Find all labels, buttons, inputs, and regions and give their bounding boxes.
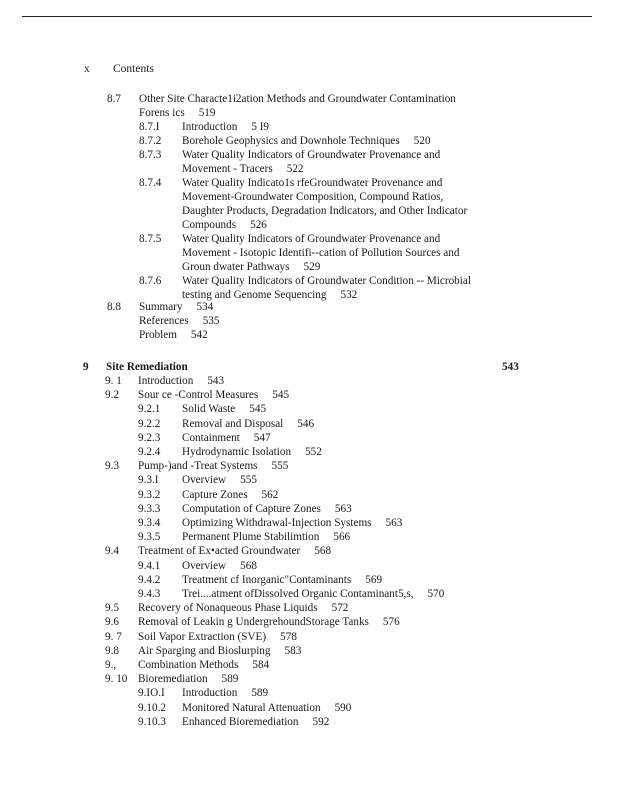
subsection-number: 9.2.2 xyxy=(138,417,161,430)
subsection-title-wrap xyxy=(182,246,459,260)
page-ref: 522 xyxy=(286,163,304,175)
subsection-title: Overview xyxy=(182,559,227,572)
subsection-title-wrap xyxy=(182,402,266,416)
subsection-title: Water Quality Indicato1s rfeGroundwater Provenance and xyxy=(182,177,443,189)
subsection-number: 9.IO.I xyxy=(138,687,165,700)
subsection-title: Treatment cf Inorganic"Contaminants xyxy=(182,573,352,586)
subsection-title: Optimizing Withdrawal-Injection Systems xyxy=(182,517,372,529)
page-ref: 545 xyxy=(272,389,290,402)
page-ref: 583 xyxy=(284,644,302,657)
section-number: 9.6 xyxy=(105,616,119,629)
section-title: References xyxy=(139,315,189,327)
subsection-title: Groun dwater Pathways xyxy=(182,261,290,273)
page-ref: 569 xyxy=(365,573,383,586)
page-ref: 572 xyxy=(331,602,349,615)
subsection-number: 9.2.3 xyxy=(138,431,161,444)
subsection-title: Containment xyxy=(182,431,240,444)
chapter-page: 543 xyxy=(502,361,519,373)
chapter-title: Site Remediation xyxy=(106,361,188,373)
section-title: Other Site Characte1i2ation Methods and Groundwater Contamination xyxy=(139,93,456,105)
subsection-title-wrap xyxy=(182,120,269,134)
subsection-title-wrap xyxy=(182,686,268,700)
section-title-wrap xyxy=(138,374,224,388)
subsection-number: 9.3.2 xyxy=(138,488,161,501)
subsection-title-wrap xyxy=(182,445,322,459)
page-ref: 576 xyxy=(382,616,400,629)
page-ref: 578 xyxy=(280,630,297,643)
subsection-number: 9.2.1 xyxy=(138,403,161,416)
section-title-wrap xyxy=(138,544,331,558)
page-ref: 584 xyxy=(252,659,270,671)
subsection-number: 9.4.3 xyxy=(138,588,161,600)
subsection-title-wrap xyxy=(182,587,444,601)
subsection-title: testing and Genome Sequencing xyxy=(182,289,327,301)
subsection-title: Solid Waste xyxy=(182,403,236,416)
subsection-title-wrap xyxy=(182,715,329,729)
page-ref: 532 xyxy=(340,289,358,301)
section-number: 9.4 xyxy=(105,545,119,558)
subsection-title-wrap xyxy=(182,260,320,274)
section-title: Air Sparging and Bioslurping xyxy=(138,644,271,657)
page-ref: 563 xyxy=(385,517,403,529)
section-title-cont: Forens ics xyxy=(139,107,185,119)
subsection-number: 9.10.2 xyxy=(138,701,166,714)
subsection-title: Computation of Capture Zones xyxy=(182,502,321,515)
section-title: Removal of Leakin g UndergrehoundStorage Tanks xyxy=(138,616,369,629)
page-ref: 566 xyxy=(333,531,351,544)
page-ref: 542 xyxy=(190,329,208,341)
page-ref: 534 xyxy=(196,301,214,313)
subsection-title: Trei....atment ofDissolved Organic Contaminant5,s, xyxy=(182,588,414,600)
page-number: x xyxy=(84,63,90,75)
section-number: 9.8 xyxy=(105,644,119,657)
subsection-title: Water Quality Indicators of Groundwater Provenance and xyxy=(182,149,441,161)
section-title-wrap xyxy=(138,601,348,615)
subsection-title: Movement-Groundwater Composition, Compound Ratios, xyxy=(182,191,444,203)
page-ref: 552 xyxy=(305,446,322,458)
subsection-number: 9.3.5 xyxy=(138,531,161,544)
page-ref: 592 xyxy=(312,715,330,728)
section-title: Pump-)and -Treat Systems xyxy=(138,460,258,473)
section-title: Summary xyxy=(139,301,183,313)
subsection-title-wrap xyxy=(182,204,467,218)
subsection-number: 9.3.4 xyxy=(138,517,161,529)
section-title-wrap xyxy=(138,658,269,672)
subsection-title-wrap xyxy=(182,134,431,148)
page-ref: 570 xyxy=(427,588,445,600)
section-number: 9. 1 xyxy=(105,375,122,387)
subsection-number: 9.4.2 xyxy=(138,573,161,586)
subsection-title: Movement - Isotopic Identifi--cation of Pollution Sources and xyxy=(182,247,460,259)
section-title: Introduction xyxy=(138,375,194,387)
subsection-title-wrap xyxy=(182,701,351,715)
subsection-title-wrap xyxy=(182,431,271,445)
subsection-title-wrap xyxy=(182,530,350,544)
section-title: Combination Methods xyxy=(138,659,239,671)
page-ref: 545 xyxy=(249,403,267,416)
subsection-title-wrap xyxy=(182,417,314,431)
section-number: 9. 10 xyxy=(105,673,128,686)
page-ref: 546 xyxy=(297,417,315,430)
header-rule xyxy=(22,16,592,17)
section-number: 8.8 xyxy=(107,301,121,313)
section-number: 9.2 xyxy=(105,389,119,402)
page-ref: 568 xyxy=(314,545,332,558)
subsection-title: Permanent Plume Stabilimtion xyxy=(182,531,320,544)
page-ref: 589 xyxy=(251,687,269,700)
section-number: 9., xyxy=(105,659,117,671)
page-ref: 562 xyxy=(261,488,279,501)
subsection-title-wrap xyxy=(182,516,402,530)
subsection-number: 9.3.I xyxy=(138,474,159,487)
subsection-title-wrap xyxy=(182,190,443,204)
section-title: Sour ce -Control Measures xyxy=(138,389,259,402)
page-ref: 555 xyxy=(271,460,289,473)
subsection-title: Water Quality Indicators of Groundwater Provenance and xyxy=(182,233,441,245)
subsection-number: 8.7.I xyxy=(139,121,160,133)
subsection-title: Enhanced Bioremediation xyxy=(182,715,299,728)
section-number: 9. 7 xyxy=(105,630,122,643)
page-ref: 519 xyxy=(198,107,216,119)
subsection-title: Hydrodynamic Isolation xyxy=(182,446,292,458)
page-ref: 589 xyxy=(221,673,239,686)
section-title-wrap xyxy=(138,630,297,644)
subsection-title-wrap xyxy=(182,573,382,587)
subsection-title: Removal and Disposal xyxy=(182,417,284,430)
subsection-title-wrap xyxy=(182,162,304,176)
section-title: Problem xyxy=(139,329,177,341)
subsection-title-wrap xyxy=(182,488,278,502)
page-ref: 526 xyxy=(250,219,267,231)
section-title-wrap xyxy=(138,388,289,402)
section-title: Recovery of Nonaqueous Phase Liquids xyxy=(138,602,318,615)
page-ref: 543 xyxy=(207,375,225,387)
running-title: Contents xyxy=(113,63,154,75)
section-title-wrap xyxy=(138,672,238,686)
subsection-number: 8.7.2 xyxy=(139,135,162,147)
subsection-number: 8.7.4 xyxy=(139,177,162,189)
section-number: 9.3 xyxy=(105,460,119,473)
page-ref: 529 xyxy=(303,261,321,273)
chapter-number: 9 xyxy=(83,361,89,373)
subsection-title-wrap xyxy=(182,559,257,573)
section-title: Bioremediation xyxy=(138,673,208,686)
subsection-title: Water Quality Indicators of Groundwater Condition -- Microbial xyxy=(182,275,471,287)
subsection-title: Overview xyxy=(182,474,227,487)
subsection-title: Monitored Natural Attenuation xyxy=(182,701,321,714)
section-number: 9.5 xyxy=(105,602,119,615)
subsection-number: 9.10.3 xyxy=(138,715,166,728)
subsection-title-wrap xyxy=(182,473,257,487)
section-title: Soil Vapor Extraction (SVE) xyxy=(138,630,267,643)
page-ref: 547 xyxy=(253,431,271,444)
section-number: 8.7 xyxy=(107,93,121,105)
subsection-title: Introduction xyxy=(182,121,238,133)
section-title: Treatment of Ex•acted Groundwater xyxy=(138,545,301,558)
subsection-title-wrap xyxy=(182,232,440,246)
page-ref: 563 xyxy=(334,502,352,515)
subsection-number: 8.7.5 xyxy=(139,233,162,245)
subsection-number: 9.2.4 xyxy=(138,446,161,458)
subsection-title-wrap xyxy=(182,274,471,288)
subsection-number: 8.7.3 xyxy=(139,149,162,161)
page-ref: 5 I9 xyxy=(251,121,270,133)
subsection-title: Daughter Products, Degradation Indicators, and Other Indicator xyxy=(182,205,468,217)
subsection-number: 9.4.1 xyxy=(138,559,161,572)
page-ref: 520 xyxy=(413,135,431,147)
subsection-title-wrap xyxy=(182,148,440,162)
subsection-title: Introduction xyxy=(182,687,238,700)
section-title-wrap xyxy=(138,459,288,473)
subsection-title: Compounds xyxy=(182,219,237,231)
section-title-wrap xyxy=(138,644,301,658)
subsection-title: Capture Zones xyxy=(182,488,248,501)
subsection-title-wrap xyxy=(182,502,352,516)
section-title-wrap xyxy=(138,615,400,629)
subsection-number: 9.3.3 xyxy=(138,502,161,515)
page-ref: 555 xyxy=(240,474,257,487)
page-ref: 535 xyxy=(202,315,220,327)
subsection-title: Borehole Geophysics and Downhole Techniques xyxy=(182,135,400,147)
subsection-title-wrap xyxy=(182,218,267,232)
page-ref: 590 xyxy=(334,701,352,714)
subsection-number: 8.7.6 xyxy=(139,275,162,287)
subsection-title: Movement - Tracers xyxy=(182,163,273,175)
page-ref: 568 xyxy=(240,559,257,572)
subsection-title-wrap xyxy=(182,176,442,190)
